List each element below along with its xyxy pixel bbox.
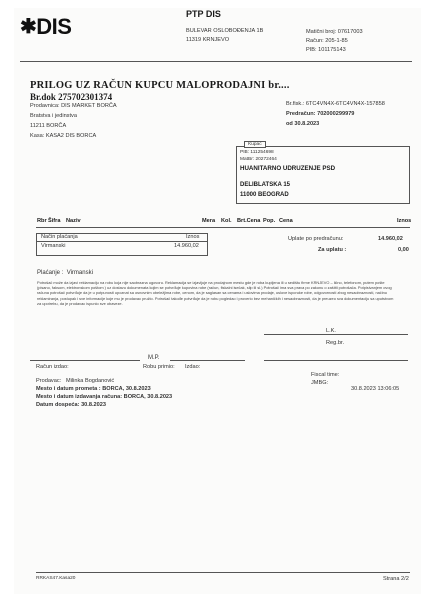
payment-amount-header: Iznos [186, 234, 200, 240]
col-kol: Kol. [221, 218, 232, 224]
fiscal-time-value: 30.8.2023 13:06:05 [351, 386, 400, 392]
buyer-street: DELIBLATSKA 15 [240, 182, 291, 188]
racun-broj: Račun: 205-1-85 [306, 38, 348, 44]
cash-register: Kasa: KASA2 DIS BORCA [30, 133, 97, 139]
document-title: PRILOG UZ RAČUN KUPCU MALOPRODAJNI br.... [30, 80, 290, 91]
issued-by-label: Račun izdao: [36, 364, 69, 370]
place-date-issue: Mesto i datum izdavanja računa: BORCA, 30.8.2023 [36, 394, 173, 400]
page-number: Strana 2/2 [383, 576, 409, 582]
col-naziv: Naziv [66, 218, 81, 224]
received-by-label: Robu primio: [143, 364, 175, 370]
payment-type: Plaćanje : Virmanski [37, 270, 93, 276]
payment-box-divider [36, 241, 207, 242]
col-mera: Mera [202, 218, 216, 224]
due-value: 0,00 [398, 247, 409, 253]
document-number: Br.dok 275702301374 [30, 92, 113, 102]
prepaid-value: 14.960,02 [378, 236, 403, 242]
pib: PIB: 101175143 [306, 47, 346, 53]
fiscal-number: Br.fisk.: 6TC4VN4X-6TC4VN4X-157858 [286, 101, 385, 107]
payment-amount: 14.960,02 [174, 243, 199, 249]
seller-name: Milinka Bogdanović [66, 378, 115, 384]
lk-line [264, 334, 408, 335]
reg-br-label: Reg.br. [326, 340, 345, 346]
buyer-city: 11000 BEOGRAD [240, 192, 289, 198]
signature-line-left [30, 360, 140, 361]
signature-line-middle [170, 360, 245, 361]
store-street: Bratstva i jedinstva [30, 113, 77, 119]
table-header-divider [36, 227, 410, 228]
signature-line-right [264, 360, 408, 361]
footer-divider [36, 572, 410, 573]
buyer-label: Kupac [244, 141, 266, 148]
izdao-label: Izdao: [185, 364, 201, 370]
company-address-line1: BULEVAR OSLOBOĐENJA 1B [186, 28, 264, 34]
seller-label: Prodavac: [36, 378, 62, 384]
report-code: RRKAS47.Kasa20 [36, 576, 76, 581]
legal-notice: Potrošač može da izjavi reklamaciju na robu koja nije saobrazna ugovoru. Reklamacija se izjavljuje na prodajnom mestu gde je roba kupljena ili u sedištu firme KRNJEVO – lično, telefonom, putem pošte (pisano, faksom, elektronskom poštom ) uz dostavu dokumenata kojim se potvrđuje kupovina robe (račun, fiskalni isečak, slip ili sl.) Potrošač ima sva prava po zakonu o zaštiti potrošača. Potpisivanjem ovog računa potrošač potvrđuje da je u potpunosti upoznat sa osnovnim obeležjima robe, cenom, da je saglasan sa cenama i uslovima prodaje, uslove isporuke robe, odgovornosti zbog nesaobraznosti, načinu reklamiranja, postupak i sve informacije koje mu je prodavac pružio. Potrošač takođe potvrđuje da je robu pogledao i proverio bez mehaničkih i nesaobraznosti, da je preuzeo sva dokumentaciju sa uputstvom za upotrebu, da je prodavac ispunio sve obaveze. [37, 280, 394, 306]
store-city: 11211 BORČA [30, 123, 67, 129]
header-divider [20, 61, 412, 62]
document-date: od 30.8.2023 [286, 121, 320, 127]
payment-method: Virmanski [41, 243, 66, 249]
buyer-pib: PIB: 111254698 [240, 150, 274, 155]
place-date-transaction: Mesto i datum prometa : BORCA, 30.8.2023 [36, 386, 151, 392]
col-rbr: Rbr [37, 218, 47, 224]
star-icon: ✱ [20, 16, 37, 38]
due-date: Datum dospeća: 30.8.2023 [36, 402, 106, 408]
store-name: Prodavnica: DIS MARKET BORČA [30, 103, 117, 109]
buyer-mat-br: MatBr: 20272464 [240, 157, 277, 162]
dis-logo: ✱DIS [20, 14, 72, 39]
prepaid-label: Uplate po predračunu: [288, 236, 344, 242]
mp-label: M.P. [148, 355, 160, 361]
col-sifra: Šifra [48, 218, 61, 224]
col-iznos: Iznos [397, 218, 412, 224]
col-pop: Pop. [263, 218, 276, 224]
col-cena: Cena [279, 218, 293, 224]
fiscal-time-label: Fiscal time: [311, 372, 340, 378]
proforma-number: Predračun: 702000299979 [286, 111, 355, 117]
company-name: PTP DIS [186, 9, 221, 19]
jmbg-label: JMBG: [311, 380, 329, 386]
buyer-name: HUANITARNO UDRUZENJE PSD [240, 165, 336, 172]
maticni-broj: Matični broj: 07617003 [306, 29, 363, 35]
due-label: Za uplatu : [318, 247, 347, 253]
col-brt-cena: Brt.Cena [237, 218, 261, 224]
company-address-line2: 11319 KRNJEVO [186, 37, 230, 43]
payment-method-header: Način plaćanja [41, 234, 78, 240]
lk-label: L.K. [326, 328, 336, 334]
